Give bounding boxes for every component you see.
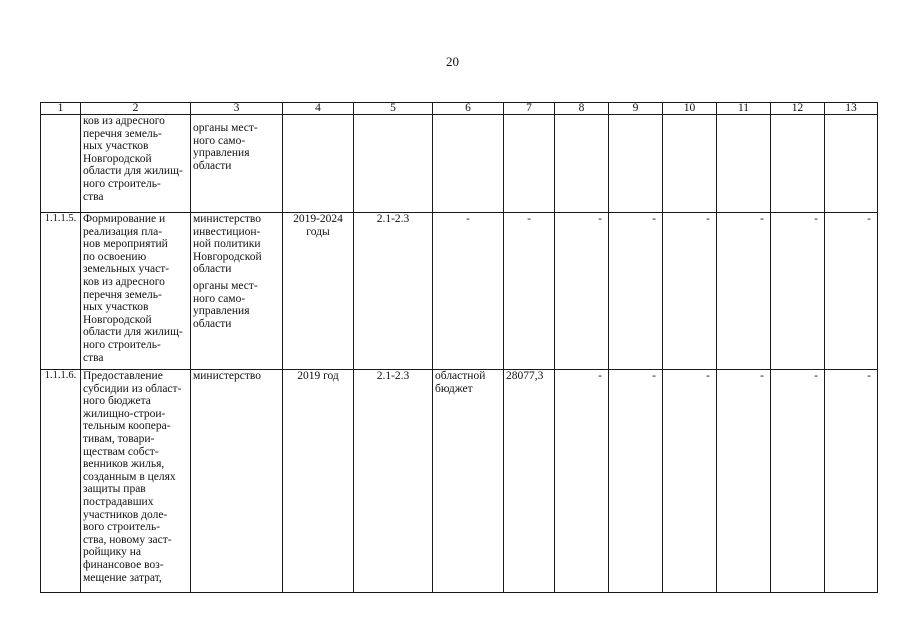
measure-name-line: области для жилищ-: [83, 326, 183, 339]
executor-group: [193, 370, 280, 383]
executor-line: области: [193, 317, 232, 330]
cell-item-number: [41, 115, 81, 213]
cell-year-value: [555, 213, 609, 370]
cell-executor: [191, 370, 283, 593]
measure-name-line: земельных участ-: [83, 263, 170, 276]
cell-executor: [191, 213, 283, 370]
header-cell: 5: [354, 103, 433, 115]
cell-year-value: [663, 115, 717, 213]
page-number: 20: [446, 54, 459, 69]
measure-name-line: ков из адресного: [83, 275, 165, 288]
year-value: -: [760, 213, 764, 225]
cell-year-value: [663, 213, 717, 370]
cell-term: [283, 115, 354, 213]
cell-year-value: [609, 370, 663, 593]
measure-name-line: области для жилищ-: [83, 165, 183, 178]
header-cell: 6: [433, 103, 504, 115]
table-row: [41, 370, 878, 593]
header-cell: 8: [555, 103, 609, 115]
term-line: годы: [306, 225, 330, 238]
cell-funding-source: [433, 213, 504, 370]
measure-name-line: Формирование и: [83, 213, 166, 225]
funding-source-line: -: [466, 213, 470, 225]
header-cell: 3: [191, 103, 283, 115]
measure-name-line: ществам собст-: [83, 445, 159, 458]
executor-line: области: [193, 159, 232, 172]
cell-year-value: [717, 115, 771, 213]
year-value: -: [814, 370, 818, 382]
cell-year-value: [825, 115, 878, 213]
cell-year-value: [609, 213, 663, 370]
cell-year-value: [555, 115, 609, 213]
measure-name-line: ного бюджета: [83, 395, 151, 408]
executor-group: [193, 213, 280, 276]
cell-year-value: [717, 370, 771, 593]
executor-line: министерство: [193, 370, 261, 382]
executor-line: органы мест-: [193, 279, 258, 292]
measure-name-line: Предоставление: [83, 370, 163, 382]
measure-name-line: ных участков: [83, 140, 149, 153]
header-cell: 9: [609, 103, 663, 115]
term-line: 2019-2024: [293, 213, 343, 225]
cell-year-value: [771, 213, 825, 370]
cell-funding-source: [433, 115, 504, 213]
header-cell: 7: [504, 103, 555, 115]
measure-name-line: ных участков: [83, 301, 149, 314]
cell-year-value: [771, 115, 825, 213]
measure-name-line: созданным в целях: [83, 470, 176, 483]
header-cell: 2: [81, 103, 191, 115]
executor-line: управления: [193, 147, 250, 160]
cell-year-value: [771, 370, 825, 593]
cell-year-value: [717, 213, 771, 370]
cell-target-indicator: [354, 115, 433, 213]
cell-item-number: 1.1.1.5.: [41, 213, 81, 370]
measure-name-line: защиты прав: [83, 483, 146, 496]
header-cell: 1: [41, 103, 81, 115]
header-cell: 11: [717, 103, 771, 115]
executor-line: ного само-: [193, 134, 246, 147]
measure-name-line: ков из адресного: [83, 115, 165, 127]
measure-name-line: тивам, товари-: [83, 432, 155, 445]
measure-name-line: перечня земель-: [83, 127, 162, 140]
measure-name-line: пострадавших: [83, 495, 154, 508]
executor-group: [193, 122, 280, 172]
cell-amount: [504, 115, 555, 213]
year-value: -: [867, 370, 871, 382]
measure-name-line: Новгородской: [83, 152, 152, 165]
cell-year-value: [825, 370, 878, 593]
program-table: [40, 102, 878, 593]
measure-name-line: участников доле-: [83, 508, 168, 521]
measure-name-line: субсидии из област-: [83, 382, 182, 395]
executor-line: ного само-: [193, 292, 246, 305]
measure-name-line: жилищно-строи-: [83, 407, 166, 420]
executor-line: Новгородской: [193, 250, 262, 263]
measure-name-line: вого строитель-: [83, 521, 161, 534]
cell-amount: 28077,3: [504, 370, 555, 593]
measure-name-line: реализация пла-: [83, 225, 163, 238]
year-value: -: [652, 213, 656, 225]
measure-name-line: тельным коопера-: [83, 420, 171, 433]
cell-funding-source: [433, 370, 504, 593]
executor-line: области: [193, 263, 232, 276]
year-value: -: [598, 213, 602, 225]
executor-line: управления: [193, 305, 250, 318]
measure-name-line: ства, новому заст-: [83, 533, 172, 546]
year-value: -: [706, 213, 710, 225]
measure-name-line: перечня земель-: [83, 288, 162, 301]
cell-measure-name: [81, 115, 191, 213]
year-value: -: [652, 370, 656, 382]
cell-year-value: [825, 213, 878, 370]
year-value: -: [706, 370, 710, 382]
cell-target-indicator: 2.1-2.3: [354, 370, 433, 593]
measure-name-line: по освоению: [83, 250, 147, 263]
executor-line: ной политики: [193, 238, 261, 251]
header-cell: 4: [283, 103, 354, 115]
funding-source-line: областной: [435, 370, 486, 382]
year-value: -: [814, 213, 818, 225]
term-line: 2019 год: [297, 370, 339, 382]
measure-name-line: ного строитель-: [83, 177, 161, 190]
year-value: -: [867, 213, 871, 225]
header-cell: 13: [825, 103, 878, 115]
cell-term: [283, 370, 354, 593]
executor-line: министерство: [193, 213, 261, 225]
cell-executor: [191, 115, 283, 213]
measure-name-line: мещение затрат,: [83, 571, 162, 584]
cell-measure-name: [81, 370, 191, 593]
measure-name-line: венников жилья,: [83, 458, 165, 471]
cell-target-indicator: 2.1-2.3: [354, 213, 433, 370]
measure-name-line: Новгородской: [83, 313, 152, 326]
year-value: -: [760, 370, 764, 382]
table-row: [41, 115, 878, 213]
measure-name-line: ного строитель-: [83, 338, 161, 351]
header-cell: 10: [663, 103, 717, 115]
header-cell: 12: [771, 103, 825, 115]
cell-term: [283, 213, 354, 370]
executor-line: органы мест-: [193, 122, 258, 134]
cell-year-value: [555, 370, 609, 593]
cell-amount: -: [504, 213, 555, 370]
measure-name-line: ройщику на: [83, 546, 141, 559]
funding-source-line: бюджет: [435, 382, 473, 395]
executor-line: инвестицион-: [193, 225, 261, 238]
cell-year-value: [609, 115, 663, 213]
cell-year-value: [663, 370, 717, 593]
cell-measure-name: [81, 213, 191, 370]
measure-name-line: ства: [83, 190, 104, 203]
cell-item-number: 1.1.1.6.: [41, 370, 81, 593]
measure-name-line: ства: [83, 351, 104, 364]
measure-name-line: финансовое воз-: [83, 558, 164, 571]
table-row: [41, 213, 878, 370]
year-value: -: [598, 370, 602, 382]
measure-name-line: нов мероприятий: [83, 238, 168, 251]
header-row: [41, 103, 878, 115]
executor-group: [193, 280, 280, 330]
